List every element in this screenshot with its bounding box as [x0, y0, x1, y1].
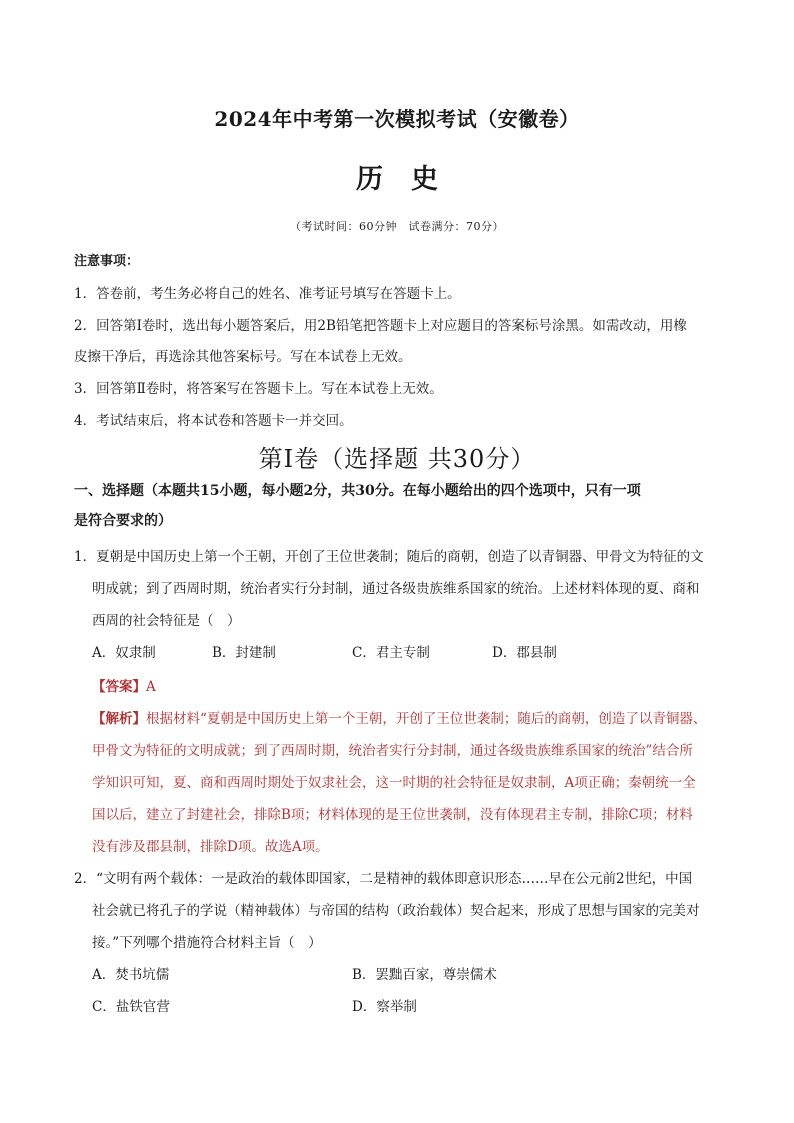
note-line: 3．回答第Ⅱ卷时，将答案写在答题卡上。写在本试卷上无效。	[74, 381, 443, 397]
analysis-label: 【解析】	[92, 711, 146, 727]
q2-stem-line: 2．“文明有两个载体：一是政治的载体即国家，二是精神的载体即意识形态……早在公元前2世纪，中国	[74, 871, 693, 887]
section-instruction: 是符合要求的）	[74, 513, 172, 529]
note-line: 4．考试结束后，将本试卷和答题卡一并交回。	[74, 413, 353, 429]
q1-analysis-line: 甲骨文为特征的文明成就；到了西周时期，统治者实行分封制，通过各级贵族维系国家的统治”结合所	[92, 743, 693, 759]
q1-option-b: B．封建制	[212, 645, 276, 661]
q2-option-b: B．罢黜百家，尊崇儒术	[352, 967, 497, 983]
q1-stem-line: 明成就；到了西周时期，统治者实行分封制，通过各级贵族维系国家的统治。上述材料体现的夏、商和	[92, 581, 700, 597]
q2-option-d: D．察举制	[352, 999, 417, 1015]
q1-option-d: D．郡县制	[492, 645, 557, 661]
exam-info: （考试时间：60分钟 试卷满分：70分）	[290, 220, 504, 233]
exam-title: 2024年中考第一次模拟考试（安徽卷）	[214, 107, 580, 131]
q1-option-a: A．奴隶制	[92, 645, 156, 661]
answer-value: A	[146, 679, 156, 695]
q2-option-a: A．焚书坑儒	[92, 967, 170, 983]
q1-analysis-line	[92, 707, 706, 727]
note-line: 2．回答第Ⅰ卷时，选出每小题答案后，用2B铅笔把答题卡上对应题目的答案标号涂黑。如需改动，用橡	[74, 318, 687, 334]
q1-analysis-line: 学知识可知，夏、商和西周时期处于奴隶社会，这一时期的社会特征是奴隶制，A项正确；秦朝统一全	[92, 775, 696, 791]
analysis-text: 根据材料“夏朝是中国历史上第一个王朝，开创了王位世袭制；随后的商朝，创造了以青铜器、	[146, 711, 707, 727]
notes-heading: 注意事项：	[74, 254, 140, 269]
q1-analysis-line: 国以后，建立了封建社会，排除B项；材料体现的是王位世袭制，没有体现君主专制，排除C项；材料	[92, 807, 693, 823]
q1-option-c: C．君主专制	[352, 645, 430, 661]
q1-analysis-line: 没有涉及郡县制，排除D项。故选A项。	[92, 839, 329, 855]
q1-stem-line: 西周的社会特征是（ ）	[92, 613, 241, 629]
q1-answer	[92, 675, 156, 695]
q2-option-c: C．盐铁官营	[92, 999, 170, 1015]
q1-stem-line: 1．夏朝是中国历史上第一个王朝，开创了王位世袭制；随后的商朝，创造了以青铜器、甲骨文为特征的文	[74, 549, 704, 565]
note-line: 皮擦干净后，再选涂其他答案标号。写在本试卷上无效。	[74, 349, 412, 365]
q2-stem-line: 社会就已将孔子的学说（精神载体）与帝国的结构（政治载体）契合起来，形成了思想与国家的完美对	[92, 903, 700, 919]
note-line: 1．答卷前，考生务必将自己的姓名、准考证号填写在答题卡上。	[74, 286, 461, 302]
subject-title: 历史	[356, 164, 466, 195]
section-title: 第Ⅰ卷（选择题 共30分）	[258, 445, 536, 473]
q2-stem-line: 接。”下列哪个措施符合材料主旨（ ）	[92, 935, 322, 951]
answer-label: 【答案】	[92, 679, 146, 695]
section-instruction: 一、选择题（本题共15小题，每小题2分，共30分。在每小题给出的四个选项中，只有一项	[74, 483, 641, 499]
